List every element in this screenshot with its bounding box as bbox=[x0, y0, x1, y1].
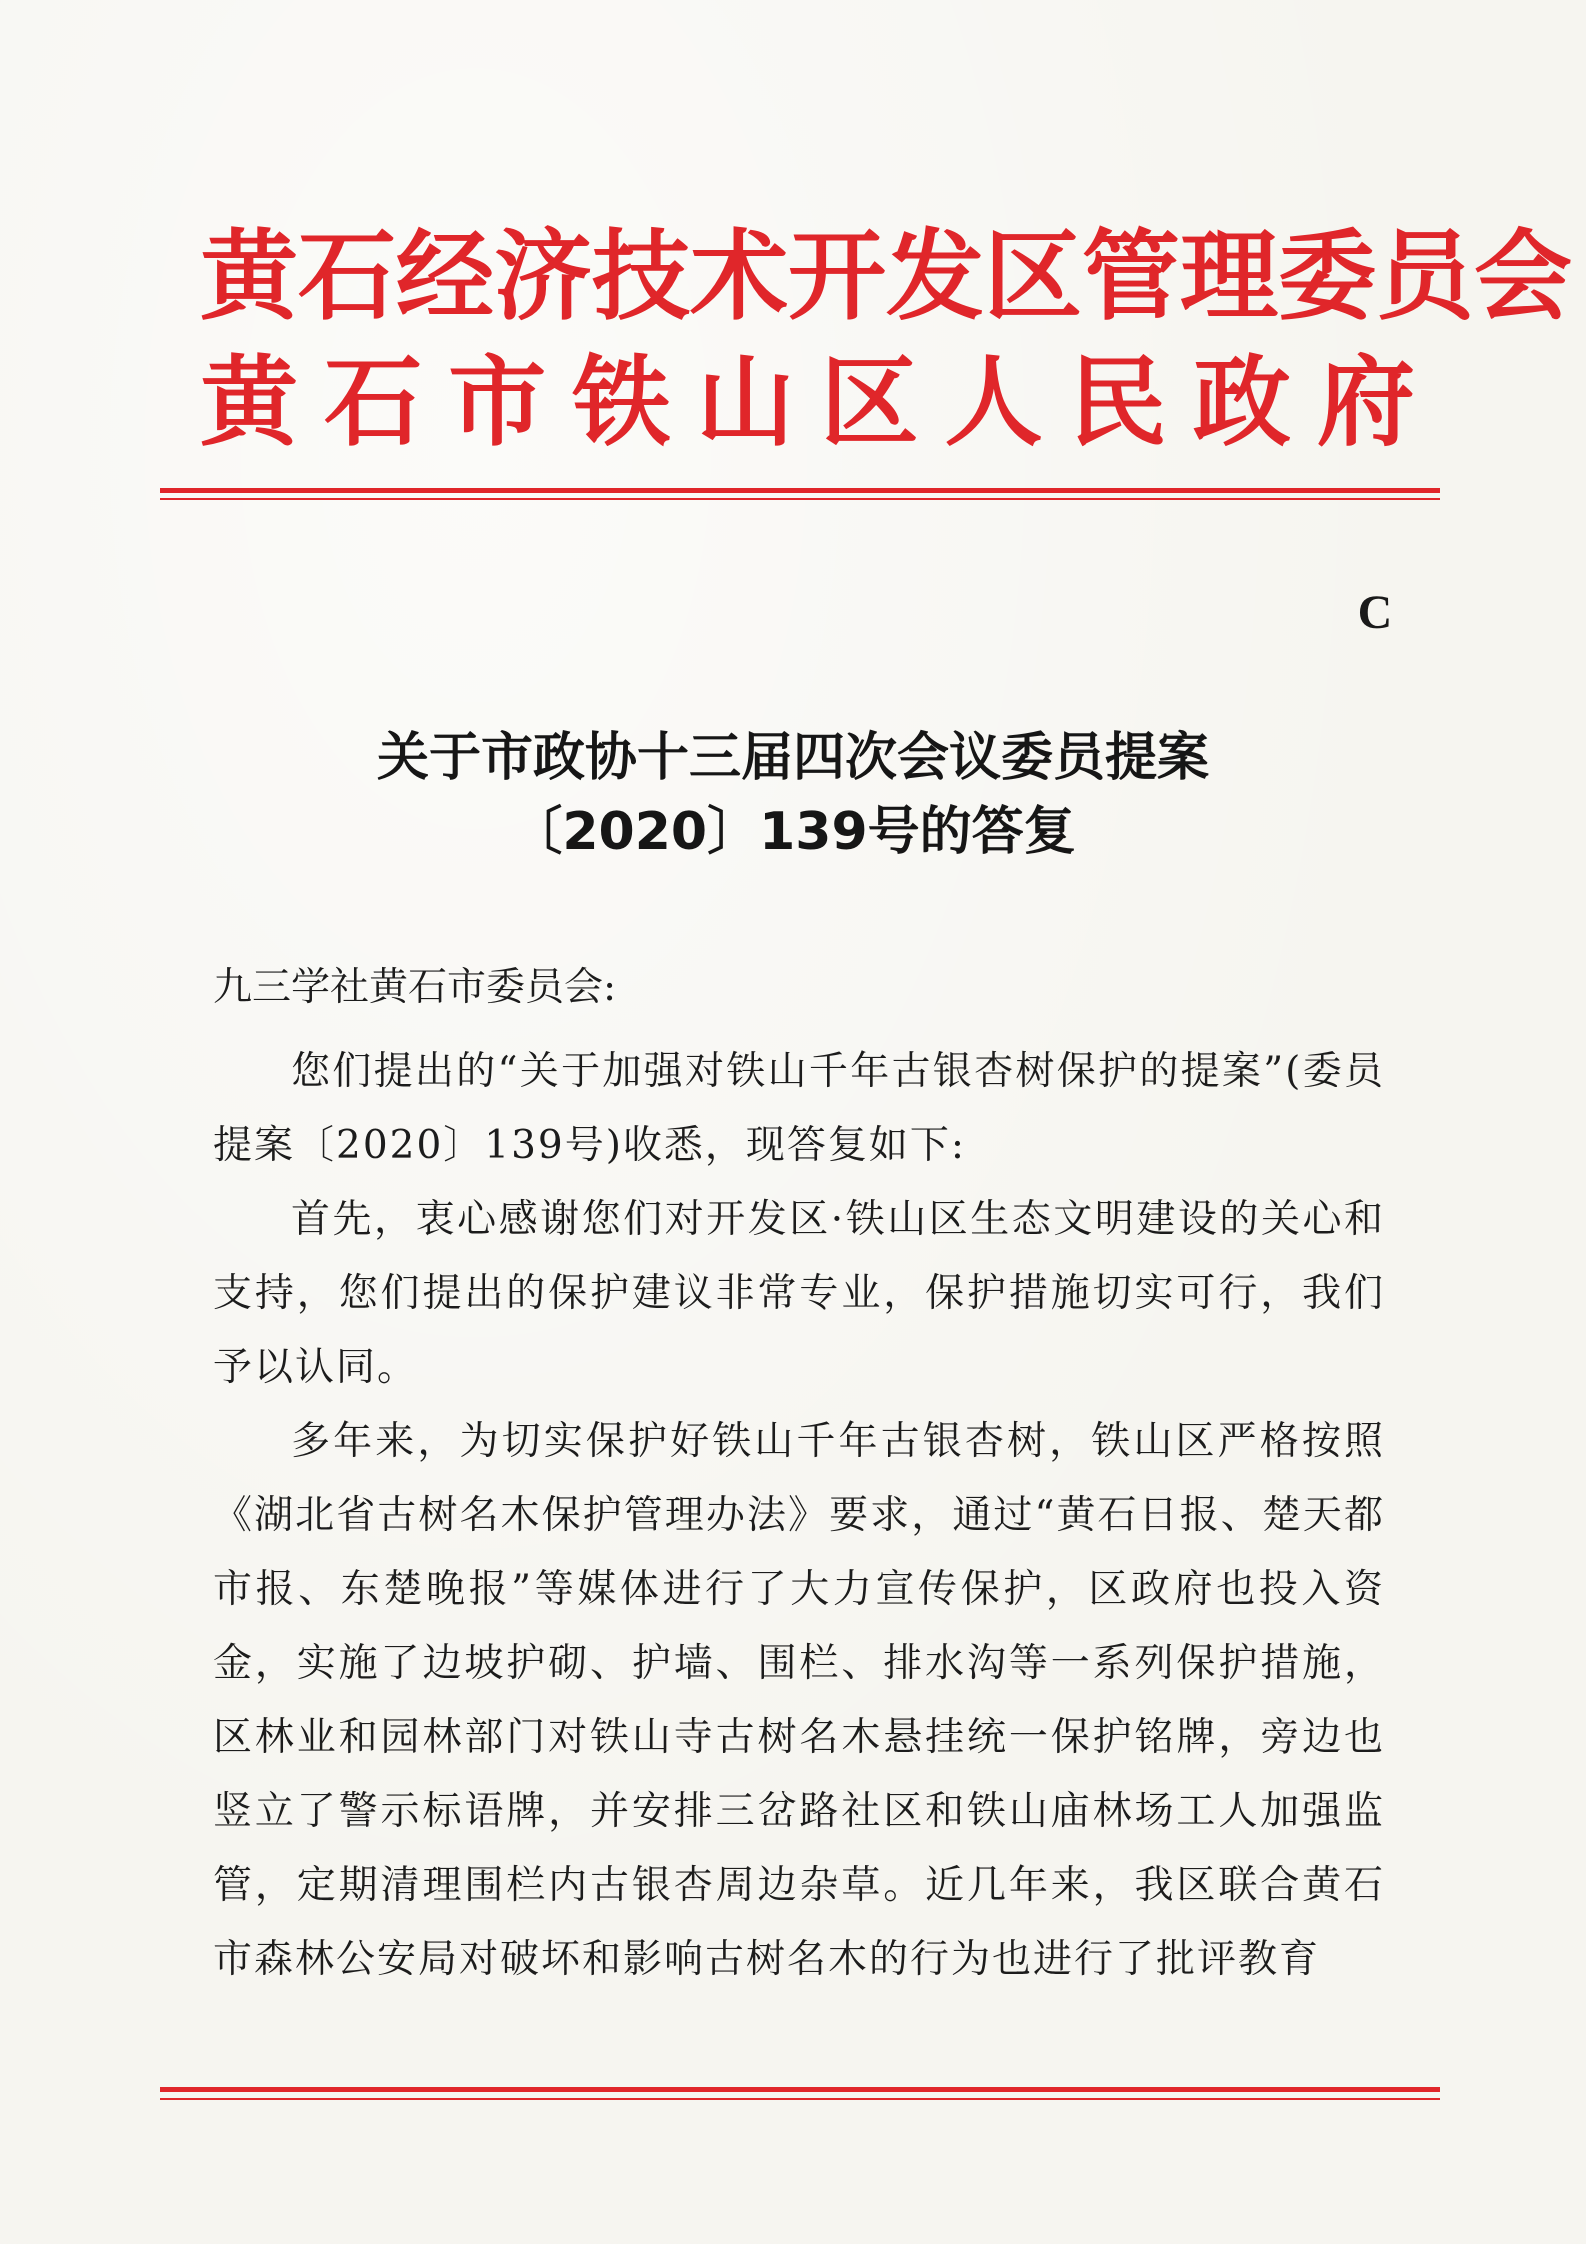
body-text bbox=[213, 1035, 1385, 1997]
footer-red-rule-thin bbox=[160, 2098, 1440, 2100]
paragraph-2: 首先，衷心感谢您们对开发区·铁山区生态文明建设的关心和支持，您们提出的保护建议非常专业，保护措施切实可行，我们予以认同。 bbox=[213, 1197, 1385, 1390]
document-title-line-2: 〔2020〕139号的答复 bbox=[510, 802, 1076, 862]
salutation: 九三学社黄石市委员会: bbox=[213, 965, 617, 1010]
document-title-line-1: 关于市政协十三届四次会议委员提案 bbox=[376, 728, 1209, 788]
grade-mark: C bbox=[1357, 586, 1393, 639]
header-red-rule-thick bbox=[160, 488, 1440, 493]
paragraph-3: 多年来，为切实保护好铁山千年古银杏树，铁山区严格按照《湖北省古树名木保护管理办法》要求，通过“黄石日报、楚天都市报、东楚晚报”等媒体进行了大力宣传保护，区政府也投入资金，实施了边坡护砌、护墙、围栏、排水沟等一系列保护措施，区林业和园林部门对铁山寺古树名木悬挂统一保护铭牌，旁边也竖立了警示标语牌，并安排三岔路社区和铁山庙林场工人加强监管，定期清理围栏内古银杏周边杂草。近几年来，我区联合黄石市森林公安局对破坏和影响古树名木的行为也进行了批评教育 bbox=[213, 1419, 1385, 1982]
issuer-name-line-1: 黄石经济技术开发区管理委员会 bbox=[200, 220, 1573, 334]
paragraph-1: 您们提出的“关于加强对铁山千年古银杏树保护的提案”(委员提案〔2020〕139号)收悉，现答复如下: bbox=[213, 1049, 1385, 1168]
footer-red-rule-thick bbox=[160, 2087, 1440, 2092]
issuer-name-line-2: 黄石市铁山区人民政府 bbox=[200, 346, 1415, 460]
header-red-rule-thin bbox=[160, 498, 1440, 500]
